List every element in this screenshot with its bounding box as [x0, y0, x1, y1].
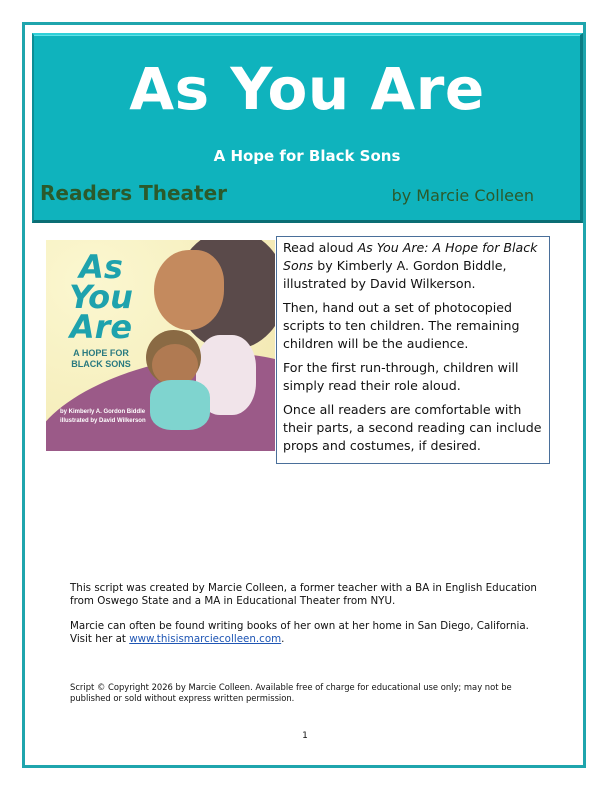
text: Read aloud [283, 240, 358, 255]
cover-title-line: As [79, 248, 123, 286]
cover-illustrator: illustrated by David Wilkerson [60, 418, 146, 424]
cover-title-line: You [69, 278, 133, 316]
cover-illustration-shirt [150, 380, 210, 430]
text: Marcie can often be found writing books of her own at her home in San Diego, California. Visit her at [70, 620, 529, 645]
website-link[interactable]: www.thisismarciecolleen.com [129, 633, 282, 645]
title-banner [32, 33, 583, 223]
book-cover-image [46, 240, 275, 451]
instructions-paragraph: Once all readers are comfortable with their parts, a second reading can include props and costumes, if desired. [283, 402, 542, 453]
copyright-notice: Script © Copyright 2026 by Marcie Colleen. Available free of charge for educational use only; may not be published or sold without express written permission. [70, 682, 512, 703]
page-number: 1 [302, 731, 308, 741]
cover-title-line: Are [69, 308, 133, 346]
about-author [70, 582, 540, 658]
readers-theater-label: Readers Theater [40, 181, 228, 205]
about-paragraph: This script was created by Marcie Colleen, a former teacher with a BA in English Education from Oswego State and a MA in Educational Theater from NYU. [70, 582, 537, 607]
page-title: As You Are [129, 55, 485, 123]
text: . [281, 633, 285, 645]
book-title: As You Are: A Hope for Black Sons [283, 240, 538, 273]
page-subtitle: A Hope for Black Sons [213, 147, 401, 165]
cover-subtitle-line: A HOPE FOR [73, 348, 129, 358]
cover-title [56, 248, 146, 346]
instructions-paragraph: Then, hand out a set of photocopied scripts to ten children. The remaining children will be the audience. [283, 300, 520, 351]
text: by Kimberly A. Gordon Biddle, illustrated by David Wilkerson. [283, 258, 507, 291]
author-byline: by Marcie Colleen [391, 186, 534, 205]
instructions-paragraph: For the first run-through, children will simply read their role aloud. [283, 360, 519, 393]
cover-subtitle [56, 348, 146, 370]
instructions-paragraph [283, 239, 543, 293]
cover-credits [60, 408, 146, 426]
cover-author: by Kimberly A. Gordon Biddle [60, 409, 146, 415]
cover-subtitle-line: BLACK SONS [71, 359, 131, 369]
cover-illustration-mother [154, 250, 224, 330]
about-paragraph [70, 620, 540, 646]
instructions-box [276, 236, 550, 464]
